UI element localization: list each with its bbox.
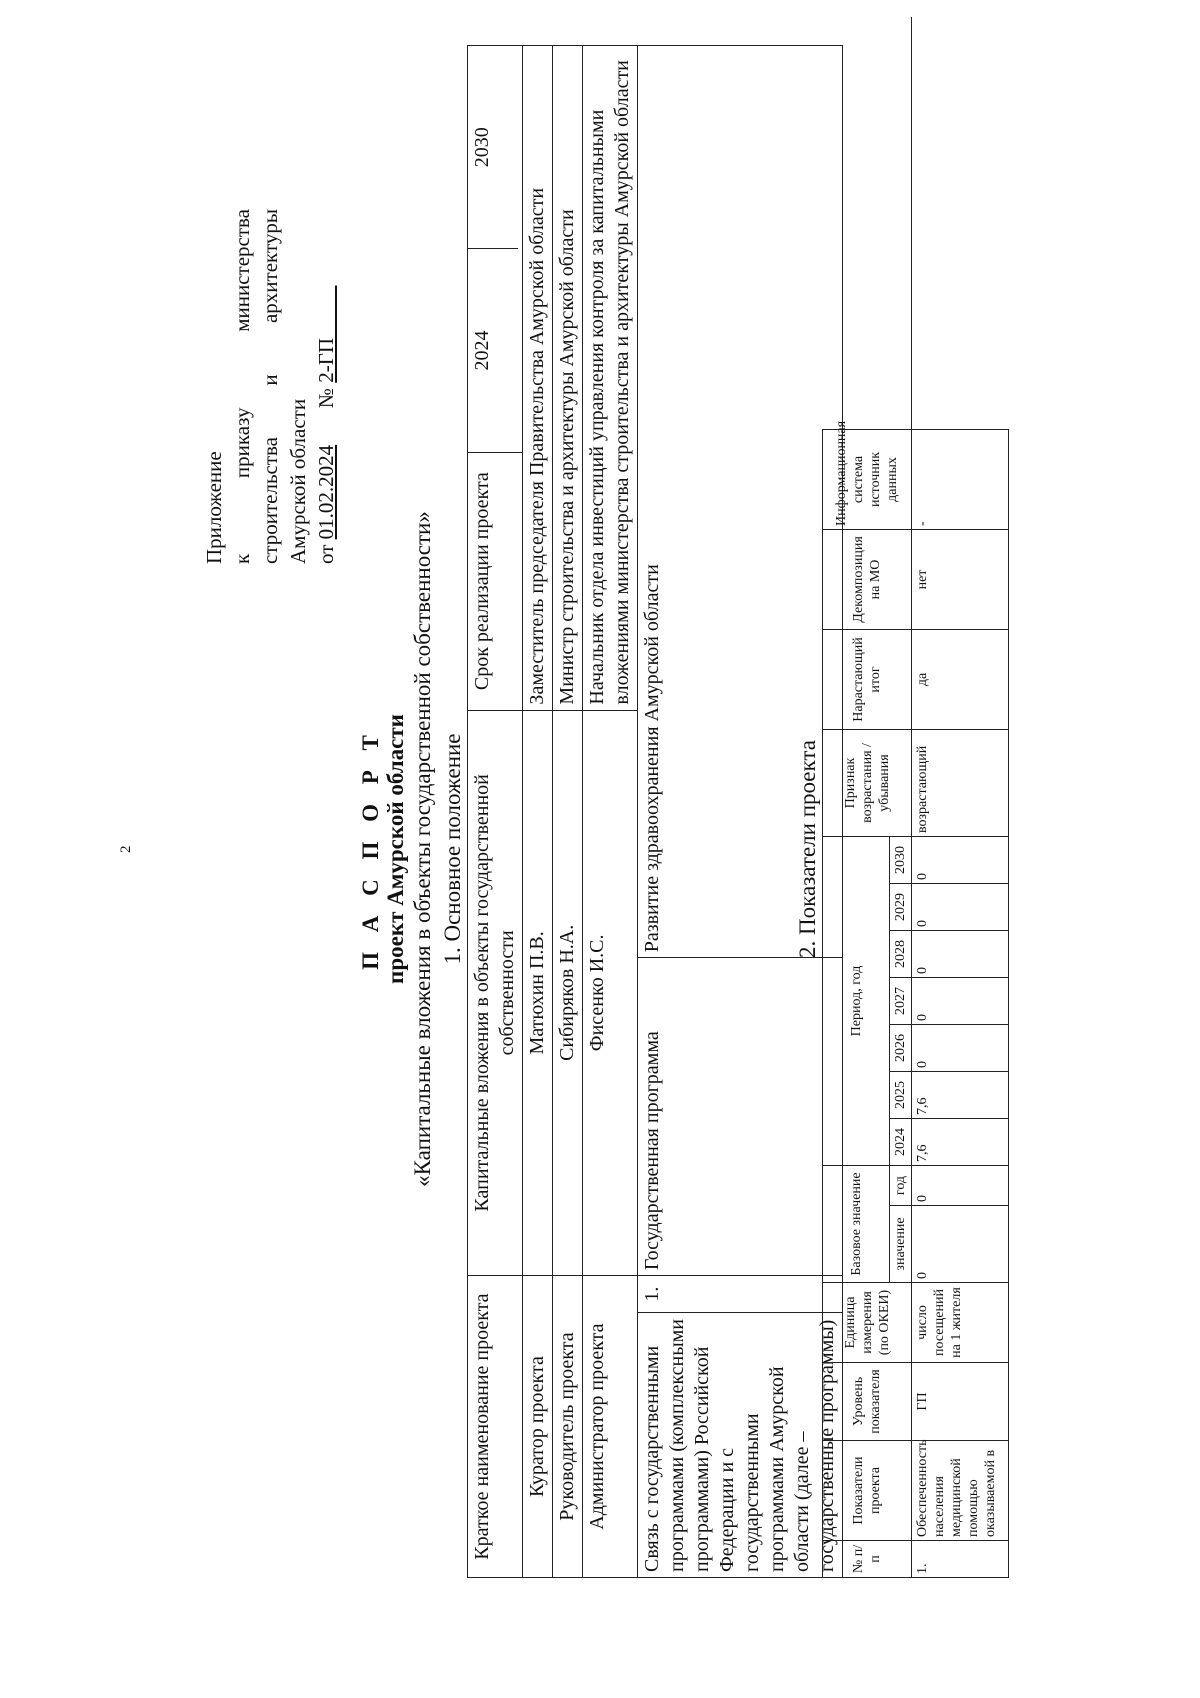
col-base: Базовое значение [823,1165,890,1282]
term-label: Срок реализации проекта [468,452,523,710]
appendix-order-line: от 01.02.2024 № 2-ГП [314,337,338,564]
col-source: Информационная система источник данных [823,429,912,529]
table-row [553,46,583,1578]
table-row [468,46,523,1578]
table-continuation [912,17,1009,429]
appendix-line-4: Амурской области [286,398,310,564]
cell-year-value: 0 [912,836,1009,883]
cell-trend: возрастающий [912,729,1009,836]
table-row [523,46,553,1578]
page-number: 2 [118,845,134,853]
col-unit: Единица измерения (по ОКЕИ) [823,1283,912,1363]
order-number: 2-ГП [314,337,338,383]
col-year: 2029 [890,883,912,930]
col-decomp: Декомпозиция на МО [823,529,912,629]
table-continuation [823,17,912,429]
cell-year-value: 0 [912,977,1009,1024]
term-years [468,46,523,453]
cell-year-value: 7,6 [912,1071,1009,1118]
col-base-value: значение [890,1206,912,1283]
program-link-value: Развитие здравоохранения Амурской области [638,46,843,958]
role-position: Министр строительства и архитектуры Амурской области [553,46,583,711]
col-trend: Признак возрастания / убывания [823,729,912,836]
col-year: 2025 [890,1071,912,1118]
col-level: Уровень показателя [823,1363,912,1441]
role-label: Администратор проекта [583,1276,638,1578]
appendix-line-2: к приказу министерства [230,209,254,564]
cell-year-value: 0 [912,1024,1009,1071]
term-end: 2030 [471,127,493,168]
cell-unit: число посещений на 1 жителя [912,1283,1009,1363]
cell-base-year: 0 [912,1165,1009,1205]
main-provisions-table [467,45,843,1578]
cell-year-value: 0 [912,930,1009,977]
section-1-heading: 1. Основное положение [440,733,465,965]
short-name-label: Краткое наименование проекта [468,1276,523,1578]
cell-source: - [912,429,1009,529]
cell-num: 1. [912,1541,1009,1578]
col-base-year: год [890,1165,912,1205]
cell-decomp: нет [912,529,1009,629]
col-indicator: Показатели проекта [823,1441,912,1541]
col-year: 2024 [890,1118,912,1165]
project-name: «Капитальные вложения в объекты государственной собственности» [410,511,435,1187]
col-year: 2027 [890,977,912,1024]
role-person: Сибиряков Н.А. [553,710,583,1276]
role-position: Начальник отдела инвестиций управления контроля за капитальными вложениями министерства строительства и архитектуры Амурской области [583,46,638,711]
col-cumulative: Нарастающий итог [823,629,912,729]
section-2-heading: 2. Показатели проекта [795,740,820,958]
cell-base-value: 0 [912,1206,1009,1283]
appendix-line-1: Приложение [202,451,226,564]
indicators-table [822,17,1009,1578]
cell-level: ГП [912,1363,1009,1441]
short-name-value: Капитальные вложения в объекты государственной собственности [468,710,523,1276]
col-year: 2028 [890,930,912,977]
role-person: Матюхин П.В. [523,710,553,1276]
col-year: 2030 [890,836,912,883]
col-period: Период, год [823,836,890,1165]
table-row [912,17,1009,1577]
table-row [583,46,638,1578]
role-label: Руководитель проекта [553,1276,583,1578]
cell-year-value: 7,6 [912,1118,1009,1165]
appendix-line-3: строительства и архитектуры [258,209,282,564]
col-num: № п/п [823,1541,912,1578]
program-link-label: Связь с государственными программами (комплексными программами) Российской Федерации и с государственными программами Амурской области (далее – государственные программы) [638,1313,843,1578]
cell-year-value: 0 [912,883,1009,930]
indicators-table-wrap [822,18,1009,1578]
table-header-row [823,17,890,1577]
cell-cumulative: да [912,629,1009,729]
program-link-num: 1. [638,1276,843,1313]
program-link-type: Государственная программа [638,958,843,1276]
appendix-block [200,209,340,564]
role-person: Фисенко И.С. [583,710,638,1276]
order-date: 01.02.2024 [314,444,338,540]
role-label: Куратор проекта [523,1276,553,1578]
passport-title: П А С П О Р Т [358,728,383,970]
passport-subtitle: проект Амурской области [383,714,408,984]
role-position: Заместитель председателя Правительства Амурской области [523,46,553,711]
col-year: 2026 [890,1024,912,1071]
cell-indicator: Обеспеченность населения медицинской помощью оказываемой в [912,1441,1009,1541]
term-start: 2024 [468,249,518,452]
